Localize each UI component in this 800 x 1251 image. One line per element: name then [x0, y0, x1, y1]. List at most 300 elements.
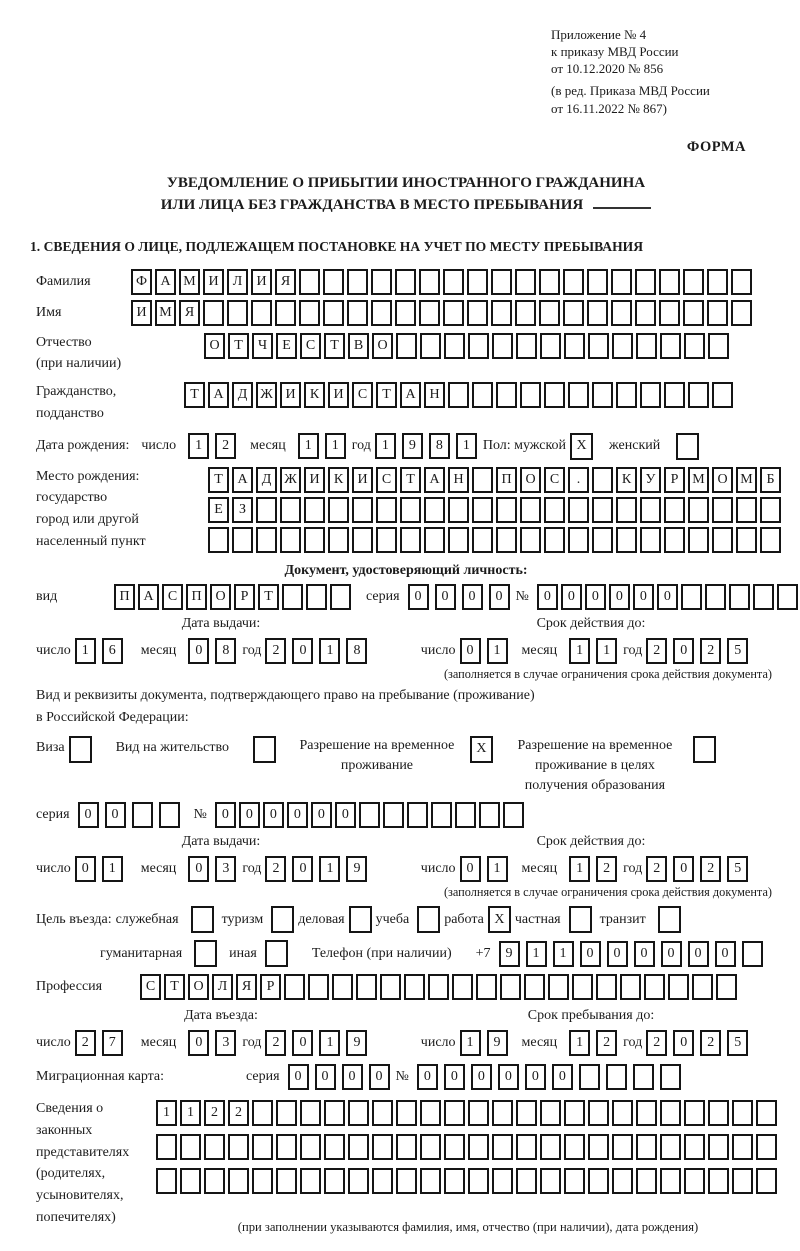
char-cell[interactable]	[424, 497, 445, 523]
char-cell[interactable]	[564, 1168, 585, 1194]
char-cell[interactable]	[396, 1134, 417, 1160]
char-cell[interactable]	[332, 974, 353, 1000]
char-cell[interactable]: 0	[188, 638, 209, 664]
char-cell[interactable]: С	[352, 382, 373, 408]
char-cell[interactable]	[636, 1134, 657, 1160]
char-cell[interactable]: 0	[661, 941, 682, 967]
char-cell[interactable]	[732, 1100, 753, 1126]
char-cell[interactable]	[660, 1134, 681, 1160]
char-cell[interactable]: К	[616, 467, 637, 493]
char-cell[interactable]: 0	[239, 802, 260, 828]
char-cell[interactable]	[300, 1134, 321, 1160]
char-cell[interactable]	[760, 497, 781, 523]
char-cell[interactable]	[280, 527, 301, 553]
char-cell[interactable]	[328, 497, 349, 523]
char-cell[interactable]	[688, 382, 709, 408]
char-cell[interactable]: Р	[260, 974, 281, 1000]
char-cell[interactable]	[544, 497, 565, 523]
char-cell[interactable]: Т	[208, 467, 229, 493]
char-cell[interactable]	[348, 1134, 369, 1160]
char-cell[interactable]: Я	[236, 974, 257, 1000]
char-cell[interactable]: 5	[727, 856, 748, 882]
char-cell[interactable]	[419, 269, 440, 295]
char-cell[interactable]	[395, 269, 416, 295]
char-cell[interactable]	[455, 802, 476, 828]
char-cell[interactable]: И	[131, 300, 152, 326]
char-cell[interactable]	[424, 527, 445, 553]
char-cell[interactable]	[588, 333, 609, 359]
char-cell[interactable]: 2	[700, 638, 721, 664]
char-cell[interactable]	[492, 1100, 513, 1126]
char-cell[interactable]	[612, 1100, 633, 1126]
temp-residence-edu-checkbox[interactable]	[693, 736, 716, 763]
char-cell[interactable]: 1	[319, 1030, 340, 1056]
char-cell[interactable]	[572, 974, 593, 1000]
char-cell[interactable]	[308, 974, 329, 1000]
char-cell[interactable]	[444, 333, 465, 359]
char-cell[interactable]	[563, 269, 584, 295]
char-cell[interactable]	[587, 269, 608, 295]
char-cell[interactable]	[668, 974, 689, 1000]
char-cell[interactable]	[359, 802, 380, 828]
char-cell[interactable]	[712, 497, 733, 523]
char-cell[interactable]	[635, 300, 656, 326]
char-cell[interactable]: С	[300, 333, 321, 359]
char-cell[interactable]: С	[140, 974, 161, 1000]
char-cell[interactable]: О	[520, 467, 541, 493]
char-cell[interactable]: М	[179, 269, 200, 295]
char-cell[interactable]	[540, 1168, 561, 1194]
char-cell[interactable]	[330, 584, 351, 610]
char-cell[interactable]	[252, 1168, 273, 1194]
char-cell[interactable]: 0	[435, 584, 456, 610]
char-cell[interactable]: 0	[188, 1030, 209, 1056]
char-cell[interactable]	[592, 497, 613, 523]
char-cell[interactable]	[371, 269, 392, 295]
char-cell[interactable]: Н	[424, 382, 445, 408]
char-cell[interactable]	[606, 1064, 627, 1090]
char-cell[interactable]	[592, 382, 613, 408]
char-cell[interactable]	[479, 802, 500, 828]
char-cell[interactable]: 9	[487, 1030, 508, 1056]
char-cell[interactable]	[371, 300, 392, 326]
char-cell[interactable]	[760, 527, 781, 553]
char-cell[interactable]	[400, 527, 421, 553]
char-cell[interactable]: 1	[319, 856, 340, 882]
char-cell[interactable]	[491, 269, 512, 295]
char-cell[interactable]	[516, 333, 537, 359]
char-cell[interactable]: 1	[569, 638, 590, 664]
char-cell[interactable]: 0	[634, 941, 655, 967]
char-cell[interactable]	[612, 1134, 633, 1160]
char-cell[interactable]	[664, 382, 685, 408]
char-cell[interactable]	[516, 1100, 537, 1126]
char-cell[interactable]	[756, 1100, 777, 1126]
char-cell[interactable]	[227, 300, 248, 326]
char-cell[interactable]	[684, 333, 705, 359]
char-cell[interactable]: 0	[673, 856, 694, 882]
char-cell[interactable]	[324, 1134, 345, 1160]
char-cell[interactable]: 5	[727, 638, 748, 664]
char-cell[interactable]	[612, 333, 633, 359]
char-cell[interactable]	[468, 1100, 489, 1126]
char-cell[interactable]: И	[251, 269, 272, 295]
char-cell[interactable]	[548, 974, 569, 1000]
char-cell[interactable]	[633, 1064, 654, 1090]
char-cell[interactable]	[742, 941, 763, 967]
char-cell[interactable]: С	[544, 467, 565, 493]
char-cell[interactable]	[692, 974, 713, 1000]
char-cell[interactable]: 2	[265, 856, 286, 882]
char-cell[interactable]	[611, 300, 632, 326]
char-cell[interactable]	[324, 1168, 345, 1194]
char-cell[interactable]: 1	[569, 1030, 590, 1056]
char-cell[interactable]: Р	[234, 584, 255, 610]
char-cell[interactable]	[347, 300, 368, 326]
char-cell[interactable]: Е	[276, 333, 297, 359]
char-cell[interactable]	[383, 802, 404, 828]
char-cell[interactable]	[736, 527, 757, 553]
char-cell[interactable]	[520, 497, 541, 523]
char-cell[interactable]	[616, 497, 637, 523]
char-cell[interactable]: 0	[580, 941, 601, 967]
char-cell[interactable]	[252, 1100, 273, 1126]
char-cell[interactable]: 0	[462, 584, 483, 610]
char-cell[interactable]	[251, 300, 272, 326]
purpose-tourism-checkbox[interactable]	[271, 906, 294, 933]
char-cell[interactable]: 1	[75, 638, 96, 664]
char-cell[interactable]	[323, 300, 344, 326]
char-cell[interactable]	[348, 1168, 369, 1194]
char-cell[interactable]: В	[348, 333, 369, 359]
purpose-other-checkbox[interactable]	[265, 940, 288, 967]
char-cell[interactable]	[540, 1100, 561, 1126]
char-cell[interactable]: П	[186, 584, 207, 610]
char-cell[interactable]: 9	[499, 941, 520, 967]
char-cell[interactable]: 1	[456, 433, 477, 459]
char-cell[interactable]: У	[640, 467, 661, 493]
char-cell[interactable]	[284, 974, 305, 1000]
char-cell[interactable]	[684, 1100, 705, 1126]
char-cell[interactable]: 2	[265, 638, 286, 664]
char-cell[interactable]	[276, 1168, 297, 1194]
char-cell[interactable]	[712, 527, 733, 553]
char-cell[interactable]	[732, 1134, 753, 1160]
char-cell[interactable]	[563, 300, 584, 326]
char-cell[interactable]: И	[328, 382, 349, 408]
char-cell[interactable]: 0	[417, 1064, 438, 1090]
char-cell[interactable]: Н	[448, 467, 469, 493]
char-cell[interactable]	[524, 974, 545, 1000]
char-cell[interactable]: 1	[188, 433, 209, 459]
char-cell[interactable]	[396, 1100, 417, 1126]
char-cell[interactable]: 0	[688, 941, 709, 967]
char-cell[interactable]: И	[304, 467, 325, 493]
char-cell[interactable]	[500, 974, 521, 1000]
purpose-official-checkbox[interactable]	[191, 906, 214, 933]
char-cell[interactable]: 0	[498, 1064, 519, 1090]
char-cell[interactable]: 0	[335, 802, 356, 828]
char-cell[interactable]: 0	[552, 1064, 573, 1090]
char-cell[interactable]	[396, 333, 417, 359]
char-cell[interactable]: 0	[105, 802, 126, 828]
purpose-private-checkbox[interactable]	[569, 906, 592, 933]
char-cell[interactable]	[304, 527, 325, 553]
char-cell[interactable]: 0	[460, 856, 481, 882]
char-cell[interactable]	[712, 382, 733, 408]
char-cell[interactable]	[516, 1168, 537, 1194]
char-cell[interactable]	[636, 1168, 657, 1194]
purpose-humanitarian-checkbox[interactable]	[194, 940, 217, 967]
char-cell[interactable]: А	[424, 467, 445, 493]
char-cell[interactable]: 0	[471, 1064, 492, 1090]
char-cell[interactable]: Ф	[131, 269, 152, 295]
char-cell[interactable]: 0	[78, 802, 99, 828]
char-cell[interactable]	[681, 584, 702, 610]
char-cell[interactable]	[443, 300, 464, 326]
char-cell[interactable]: 1	[102, 856, 123, 882]
char-cell[interactable]	[636, 333, 657, 359]
char-cell[interactable]	[540, 333, 561, 359]
char-cell[interactable]	[729, 584, 750, 610]
char-cell[interactable]	[448, 497, 469, 523]
char-cell[interactable]	[300, 1168, 321, 1194]
char-cell[interactable]	[208, 527, 229, 553]
char-cell[interactable]	[468, 1134, 489, 1160]
char-cell[interactable]	[640, 497, 661, 523]
char-cell[interactable]: 0	[561, 584, 582, 610]
char-cell[interactable]: 0	[75, 856, 96, 882]
char-cell[interactable]	[564, 333, 585, 359]
char-cell[interactable]	[660, 333, 681, 359]
char-cell[interactable]	[468, 333, 489, 359]
char-cell[interactable]	[492, 333, 513, 359]
char-cell[interactable]: Т	[228, 333, 249, 359]
char-cell[interactable]	[420, 1168, 441, 1194]
purpose-work-checkbox[interactable]: X	[488, 906, 511, 933]
char-cell[interactable]	[352, 527, 373, 553]
char-cell[interactable]	[688, 527, 709, 553]
char-cell[interactable]	[452, 974, 473, 1000]
char-cell[interactable]: Т	[184, 382, 205, 408]
char-cell[interactable]	[731, 269, 752, 295]
char-cell[interactable]	[708, 1134, 729, 1160]
char-cell[interactable]	[280, 497, 301, 523]
char-cell[interactable]: 0	[311, 802, 332, 828]
char-cell[interactable]: И	[280, 382, 301, 408]
char-cell[interactable]	[304, 497, 325, 523]
char-cell[interactable]	[256, 497, 277, 523]
char-cell[interactable]: О	[188, 974, 209, 1000]
char-cell[interactable]	[407, 802, 428, 828]
char-cell[interactable]	[328, 527, 349, 553]
char-cell[interactable]	[372, 1168, 393, 1194]
char-cell[interactable]	[640, 382, 661, 408]
char-cell[interactable]	[611, 269, 632, 295]
char-cell[interactable]	[635, 269, 656, 295]
char-cell[interactable]	[372, 1134, 393, 1160]
char-cell[interactable]	[579, 1064, 600, 1090]
char-cell[interactable]: А	[208, 382, 229, 408]
char-cell[interactable]: 1	[569, 856, 590, 882]
char-cell[interactable]	[324, 1100, 345, 1126]
char-cell[interactable]: 2	[700, 856, 721, 882]
char-cell[interactable]: 3	[215, 1030, 236, 1056]
char-cell[interactable]	[684, 1168, 705, 1194]
char-cell[interactable]: 2	[228, 1100, 249, 1126]
char-cell[interactable]: 0	[292, 856, 313, 882]
char-cell[interactable]: 9	[402, 433, 423, 459]
char-cell[interactable]: 1	[553, 941, 574, 967]
char-cell[interactable]	[568, 497, 589, 523]
char-cell[interactable]: 2	[215, 433, 236, 459]
char-cell[interactable]: 0	[525, 1064, 546, 1090]
char-cell[interactable]	[132, 802, 153, 828]
char-cell[interactable]: 6	[102, 638, 123, 664]
char-cell[interactable]	[620, 974, 641, 1000]
char-cell[interactable]: 0	[489, 584, 510, 610]
char-cell[interactable]	[228, 1134, 249, 1160]
char-cell[interactable]	[503, 802, 524, 828]
char-cell[interactable]	[276, 1134, 297, 1160]
char-cell[interactable]	[203, 300, 224, 326]
char-cell[interactable]: 8	[215, 638, 236, 664]
char-cell[interactable]: 9	[346, 856, 367, 882]
char-cell[interactable]: 0	[342, 1064, 363, 1090]
char-cell[interactable]	[644, 974, 665, 1000]
char-cell[interactable]	[564, 1100, 585, 1126]
char-cell[interactable]	[420, 1134, 441, 1160]
char-cell[interactable]	[731, 300, 752, 326]
char-cell[interactable]: 0	[607, 941, 628, 967]
char-cell[interactable]	[282, 584, 303, 610]
char-cell[interactable]: 5	[727, 1030, 748, 1056]
char-cell[interactable]	[716, 974, 737, 1000]
char-cell[interactable]: Я	[275, 269, 296, 295]
char-cell[interactable]	[708, 1100, 729, 1126]
char-cell[interactable]: И	[203, 269, 224, 295]
char-cell[interactable]	[636, 1100, 657, 1126]
char-cell[interactable]: Ч	[252, 333, 273, 359]
char-cell[interactable]: 0	[315, 1064, 336, 1090]
char-cell[interactable]: 1	[487, 638, 508, 664]
char-cell[interactable]	[256, 527, 277, 553]
char-cell[interactable]: М	[688, 467, 709, 493]
char-cell[interactable]	[372, 1100, 393, 1126]
char-cell[interactable]	[180, 1134, 201, 1160]
char-cell[interactable]	[419, 300, 440, 326]
char-cell[interactable]: Т	[324, 333, 345, 359]
char-cell[interactable]: Т	[400, 467, 421, 493]
char-cell[interactable]	[588, 1100, 609, 1126]
char-cell[interactable]: 3	[215, 856, 236, 882]
char-cell[interactable]: 0	[460, 638, 481, 664]
char-cell[interactable]: 0	[288, 1064, 309, 1090]
char-cell[interactable]	[476, 974, 497, 1000]
char-cell[interactable]	[396, 1168, 417, 1194]
char-cell[interactable]	[376, 527, 397, 553]
char-cell[interactable]	[468, 1168, 489, 1194]
char-cell[interactable]: О	[210, 584, 231, 610]
char-cell[interactable]: Е	[208, 497, 229, 523]
char-cell[interactable]	[352, 497, 373, 523]
char-cell[interactable]: Л	[227, 269, 248, 295]
char-cell[interactable]: А	[155, 269, 176, 295]
char-cell[interactable]	[659, 269, 680, 295]
char-cell[interactable]	[404, 974, 425, 1000]
char-cell[interactable]	[159, 802, 180, 828]
char-cell[interactable]	[204, 1168, 225, 1194]
char-cell[interactable]	[520, 527, 541, 553]
char-cell[interactable]: 0	[444, 1064, 465, 1090]
char-cell[interactable]: 1	[487, 856, 508, 882]
char-cell[interactable]	[539, 300, 560, 326]
char-cell[interactable]: 0	[263, 802, 284, 828]
char-cell[interactable]	[616, 382, 637, 408]
char-cell[interactable]	[568, 527, 589, 553]
char-cell[interactable]	[544, 527, 565, 553]
char-cell[interactable]: 1	[460, 1030, 481, 1056]
char-cell[interactable]	[300, 1100, 321, 1126]
char-cell[interactable]	[156, 1134, 177, 1160]
char-cell[interactable]: 9	[346, 1030, 367, 1056]
char-cell[interactable]: 2	[596, 1030, 617, 1056]
char-cell[interactable]	[380, 974, 401, 1000]
char-cell[interactable]: Б	[760, 467, 781, 493]
char-cell[interactable]	[496, 497, 517, 523]
char-cell[interactable]	[515, 269, 536, 295]
char-cell[interactable]: 0	[215, 802, 236, 828]
char-cell[interactable]	[612, 1168, 633, 1194]
char-cell[interactable]: 0	[673, 1030, 694, 1056]
char-cell[interactable]	[753, 584, 774, 610]
char-cell[interactable]: М	[155, 300, 176, 326]
char-cell[interactable]: 0	[609, 584, 630, 610]
char-cell[interactable]: 0	[715, 941, 736, 967]
char-cell[interactable]	[347, 269, 368, 295]
char-cell[interactable]	[616, 527, 637, 553]
char-cell[interactable]	[588, 1168, 609, 1194]
char-cell[interactable]	[472, 497, 493, 523]
char-cell[interactable]: И	[352, 467, 373, 493]
char-cell[interactable]: О	[372, 333, 393, 359]
char-cell[interactable]	[516, 1134, 537, 1160]
char-cell[interactable]: 0	[585, 584, 606, 610]
char-cell[interactable]	[496, 527, 517, 553]
char-cell[interactable]: 2	[204, 1100, 225, 1126]
char-cell[interactable]	[299, 269, 320, 295]
char-cell[interactable]	[707, 269, 728, 295]
char-cell[interactable]: К	[304, 382, 325, 408]
char-cell[interactable]: Л	[212, 974, 233, 1000]
char-cell[interactable]: Ж	[256, 382, 277, 408]
char-cell[interactable]	[659, 300, 680, 326]
char-cell[interactable]	[252, 1134, 273, 1160]
char-cell[interactable]: 0	[188, 856, 209, 882]
char-cell[interactable]: С	[162, 584, 183, 610]
purpose-business-checkbox[interactable]	[349, 906, 372, 933]
char-cell[interactable]	[228, 1168, 249, 1194]
char-cell[interactable]	[708, 333, 729, 359]
char-cell[interactable]	[707, 300, 728, 326]
residence-permit-checkbox[interactable]	[253, 736, 276, 763]
purpose-transit-checkbox[interactable]	[658, 906, 681, 933]
char-cell[interactable]: 0	[292, 638, 313, 664]
char-cell[interactable]	[515, 300, 536, 326]
char-cell[interactable]: 2	[646, 638, 667, 664]
char-cell[interactable]	[472, 467, 493, 493]
char-cell[interactable]	[444, 1134, 465, 1160]
